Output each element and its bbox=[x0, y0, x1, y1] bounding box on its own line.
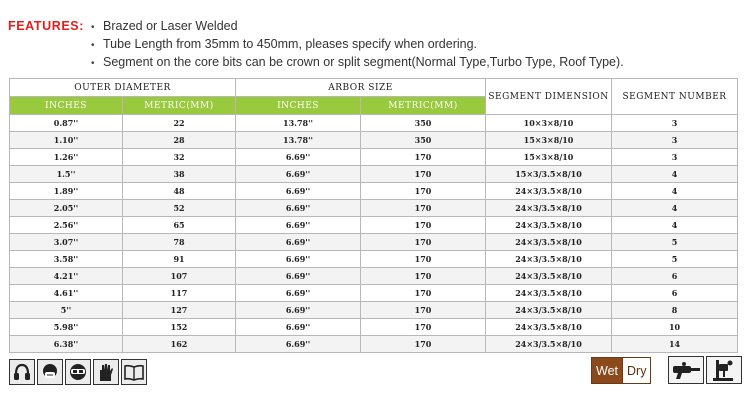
core-drill-handheld-icon bbox=[668, 356, 704, 384]
table-row bbox=[10, 132, 738, 149]
header-outer-inches: INCHES bbox=[10, 97, 123, 115]
arbor-inches-cell: 6.69'' bbox=[236, 268, 361, 285]
segment-number-cell: 5 bbox=[612, 251, 738, 268]
outer-metric-cell: 127 bbox=[123, 302, 236, 319]
segment-number-cell: 4 bbox=[612, 166, 738, 183]
outer-inches-cell: 4.61'' bbox=[10, 285, 123, 302]
arbor-inches-cell: 13.78'' bbox=[236, 132, 361, 149]
outer-inches-cell: 6.38'' bbox=[10, 336, 123, 353]
arbor-metric-cell: 170 bbox=[361, 336, 486, 353]
arbor-inches-cell: 6.69'' bbox=[236, 302, 361, 319]
core-drill-rig-icon bbox=[706, 356, 742, 384]
table-row bbox=[10, 183, 738, 200]
arbor-metric-cell: 350 bbox=[361, 132, 486, 149]
header-arbor-metric: METRIC(MM) bbox=[361, 97, 486, 115]
outer-inches-cell: 2.56'' bbox=[10, 217, 123, 234]
arbor-metric-cell: 170 bbox=[361, 302, 486, 319]
outer-inches-cell: 3.58'' bbox=[10, 251, 123, 268]
outer-inches-cell: 1.10'' bbox=[10, 132, 123, 149]
outer-metric-cell: 32 bbox=[123, 149, 236, 166]
outer-metric-cell: 48 bbox=[123, 183, 236, 200]
segment-dimension-cell: 24×3/3.5×8/10 bbox=[486, 319, 612, 336]
table-row bbox=[10, 302, 738, 319]
outer-metric-cell: 38 bbox=[123, 166, 236, 183]
feature-item: • Tube Length from 35mm to 450mm, pleases specify when ordering. bbox=[91, 36, 731, 54]
table-row bbox=[10, 234, 738, 251]
table-row bbox=[10, 285, 738, 302]
segment-dimension-cell: 10×3×8/10 bbox=[486, 115, 612, 132]
arbor-metric-cell: 170 bbox=[361, 217, 486, 234]
arbor-metric-cell: 170 bbox=[361, 319, 486, 336]
segment-dimension-cell: 24×3/3.5×8/10 bbox=[486, 251, 612, 268]
segment-number-cell: 4 bbox=[612, 217, 738, 234]
wet-label: Wet bbox=[592, 358, 622, 383]
outer-metric-cell: 78 bbox=[123, 234, 236, 251]
arbor-metric-cell: 170 bbox=[361, 183, 486, 200]
outer-metric-cell: 107 bbox=[123, 268, 236, 285]
features-label: FEATURES: bbox=[8, 19, 84, 33]
outer-inches-cell: 5.98'' bbox=[10, 319, 123, 336]
segment-dimension-cell: 24×3/3.5×8/10 bbox=[486, 268, 612, 285]
table-row bbox=[10, 200, 738, 217]
outer-inches-cell: 1.26'' bbox=[10, 149, 123, 166]
outer-inches-cell: 1.89'' bbox=[10, 183, 123, 200]
arbor-metric-cell: 170 bbox=[361, 149, 486, 166]
arbor-inches-cell: 6.69'' bbox=[236, 217, 361, 234]
outer-metric-cell: 22 bbox=[123, 115, 236, 132]
segment-dimension-cell: 24×3/3.5×8/10 bbox=[486, 200, 612, 217]
segment-number-cell: 14 bbox=[612, 336, 738, 353]
feature-item: • Segment on the core bits can be crown or split segment(Normal Type,Turbo Type, Roof Type). bbox=[91, 54, 731, 72]
gloves-icon bbox=[93, 359, 119, 385]
arbor-metric-cell: 350 bbox=[361, 115, 486, 132]
arbor-inches-cell: 6.69'' bbox=[236, 149, 361, 166]
arbor-metric-cell: 170 bbox=[361, 251, 486, 268]
header-arbor-size: ARBOR SIZE bbox=[236, 79, 486, 97]
header-outer-metric: METRIC(MM) bbox=[123, 97, 236, 115]
segment-dimension-cell: 15×3/3.5×8/10 bbox=[486, 166, 612, 183]
segment-number-cell: 3 bbox=[612, 115, 738, 132]
table-row bbox=[10, 166, 738, 183]
table-row bbox=[10, 268, 738, 285]
table-row bbox=[10, 319, 738, 336]
dry-label: Dry bbox=[622, 358, 650, 383]
arbor-inches-cell: 6.69'' bbox=[236, 183, 361, 200]
arbor-metric-cell: 170 bbox=[361, 166, 486, 183]
wet-dry-badge bbox=[591, 357, 651, 384]
outer-inches-cell: 3.07'' bbox=[10, 234, 123, 251]
table-row bbox=[10, 115, 738, 132]
face-mask-icon bbox=[37, 359, 63, 385]
outer-inches-cell: 1.5'' bbox=[10, 166, 123, 183]
outer-metric-cell: 91 bbox=[123, 251, 236, 268]
arbor-inches-cell: 6.69'' bbox=[236, 319, 361, 336]
spec-table-body bbox=[10, 115, 738, 353]
header-outer-diameter: OUTER DIAMETER bbox=[10, 79, 236, 97]
arbor-inches-cell: 13.78'' bbox=[236, 115, 361, 132]
segment-number-cell: 10 bbox=[612, 319, 738, 336]
safety-icons bbox=[9, 359, 147, 385]
outer-metric-cell: 152 bbox=[123, 319, 236, 336]
segment-number-cell: 3 bbox=[612, 149, 738, 166]
arbor-metric-cell: 170 bbox=[361, 268, 486, 285]
arbor-inches-cell: 6.69'' bbox=[236, 200, 361, 217]
manual-icon bbox=[121, 359, 147, 385]
outer-inches-cell: 2.05'' bbox=[10, 200, 123, 217]
segment-dimension-cell: 24×3/3.5×8/10 bbox=[486, 183, 612, 200]
outer-metric-cell: 117 bbox=[123, 285, 236, 302]
outer-metric-cell: 28 bbox=[123, 132, 236, 149]
outer-inches-cell: 5'' bbox=[10, 302, 123, 319]
feature-item: • Brazed or Laser Welded bbox=[91, 18, 731, 36]
segment-dimension-cell: 24×3/3.5×8/10 bbox=[486, 234, 612, 251]
outer-metric-cell: 162 bbox=[123, 336, 236, 353]
spec-table bbox=[9, 78, 738, 353]
safety-goggles-icon bbox=[65, 359, 91, 385]
arbor-inches-cell: 6.69'' bbox=[236, 336, 361, 353]
arbor-metric-cell: 170 bbox=[361, 200, 486, 217]
segment-dimension-cell: 15×3×8/10 bbox=[486, 149, 612, 166]
segment-number-cell: 3 bbox=[612, 132, 738, 149]
ear-protection-icon bbox=[9, 359, 35, 385]
outer-metric-cell: 65 bbox=[123, 217, 236, 234]
segment-dimension-cell: 24×3/3.5×8/10 bbox=[486, 336, 612, 353]
segment-number-cell: 5 bbox=[612, 234, 738, 251]
segment-number-cell: 4 bbox=[612, 200, 738, 217]
segment-number-cell: 6 bbox=[612, 285, 738, 302]
segment-dimension-cell: 15×3×8/10 bbox=[486, 132, 612, 149]
outer-metric-cell: 52 bbox=[123, 200, 236, 217]
arbor-metric-cell: 170 bbox=[361, 234, 486, 251]
table-row bbox=[10, 336, 738, 353]
segment-number-cell: 8 bbox=[612, 302, 738, 319]
features-list bbox=[91, 18, 731, 72]
header-arbor-inches: INCHES bbox=[236, 97, 361, 115]
arbor-inches-cell: 6.69'' bbox=[236, 285, 361, 302]
segment-number-cell: 4 bbox=[612, 183, 738, 200]
table-row bbox=[10, 149, 738, 166]
segment-dimension-cell: 24×3/3.5×8/10 bbox=[486, 285, 612, 302]
table-row bbox=[10, 217, 738, 234]
outer-inches-cell: 0.87'' bbox=[10, 115, 123, 132]
header-segment-number: SEGMENT NUMBER bbox=[612, 79, 738, 115]
segment-number-cell: 6 bbox=[612, 268, 738, 285]
outer-inches-cell: 4.21'' bbox=[10, 268, 123, 285]
tool-icons bbox=[668, 356, 742, 384]
arbor-inches-cell: 6.69'' bbox=[236, 166, 361, 183]
header-segment-dimension: SEGMENT DIMENSION bbox=[486, 79, 612, 115]
arbor-inches-cell: 6.69'' bbox=[236, 234, 361, 251]
table-row bbox=[10, 251, 738, 268]
segment-dimension-cell: 24×3/3.5×8/10 bbox=[486, 302, 612, 319]
arbor-inches-cell: 6.69'' bbox=[236, 251, 361, 268]
segment-dimension-cell: 24×3/3.5×8/10 bbox=[486, 217, 612, 234]
arbor-metric-cell: 170 bbox=[361, 285, 486, 302]
